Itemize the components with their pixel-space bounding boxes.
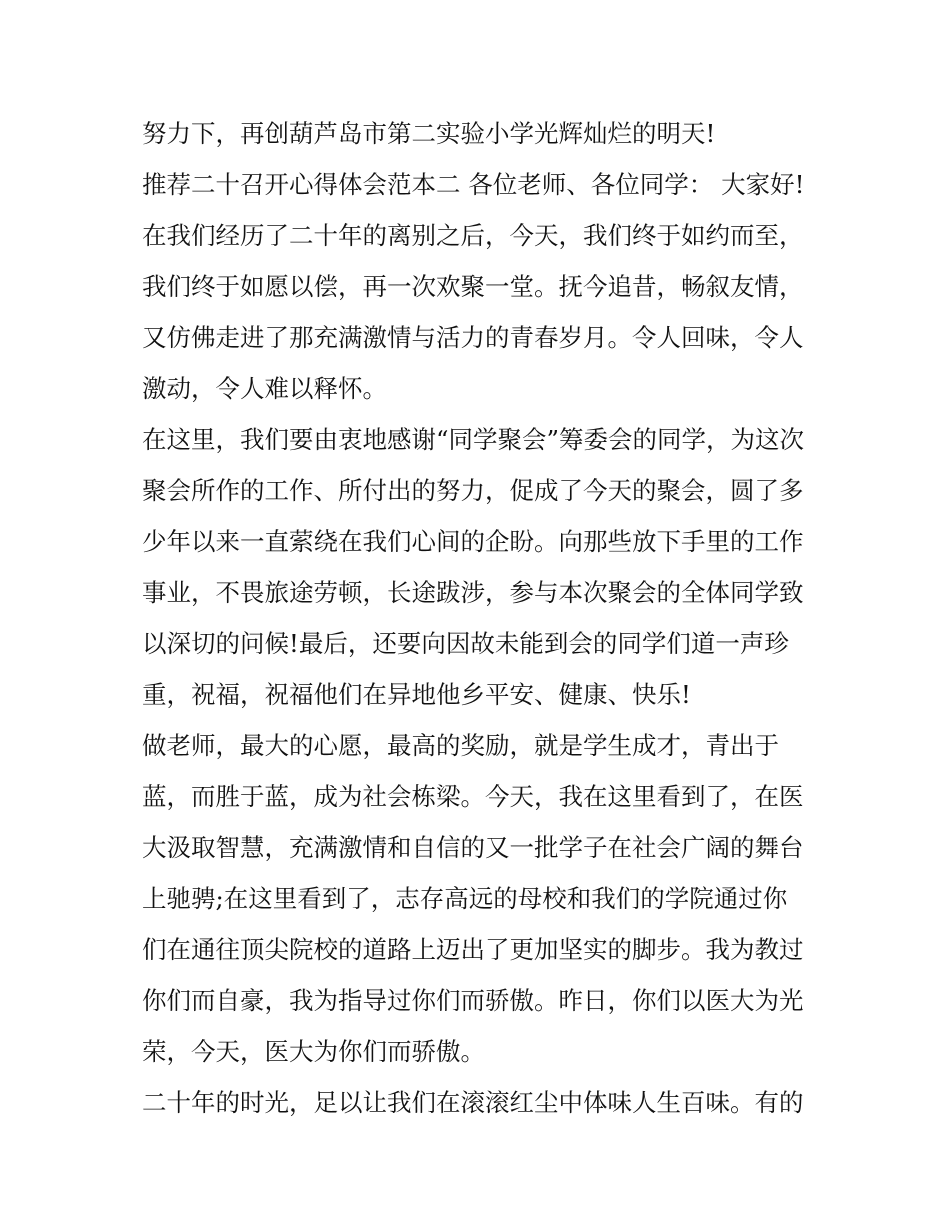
- text-line: 重，祝福，祝福他们在异地他乡平安、健康、快乐!: [142, 680, 691, 709]
- text-line: 又仿佛走进了那充满激情与活力的青春岁月。令人回味，令人: [142, 323, 804, 352]
- text-line: 荣，今天，医大为你们而骄傲。: [142, 1037, 485, 1066]
- text-line: 事业，不畏旅途劳顿，长途跋涉，参与本次聚会的全体同学致: [142, 578, 804, 607]
- text-line: 在我们经历了二十年的离别之后，今天，我们终于如约而至，: [142, 221, 804, 250]
- text-line: 在这里，我们要由衷地感谢“同学聚会”筹委会的同学，为这次: [142, 425, 805, 454]
- text-line: 少年以来一直萦绕在我们心间的企盼。向那些放下手里的工作: [142, 527, 804, 556]
- text-line: 大汲取智慧，充满激情和自信的又一批学子在社会广阔的舞台: [142, 833, 804, 862]
- document-body: [142, 108, 817, 1128]
- text-line: 上驰骋;在这里看到了，志存高远的母校和我们的学院通过你: [142, 884, 788, 913]
- text-line: 你们而自豪，我为指导过你们而骄傲。昨日，你们以医大为光: [142, 986, 804, 1015]
- text-line: 我们终于如愿以偿，再一次欢聚一堂。抚今追昔，畅叙友情，: [142, 272, 804, 301]
- text-line: 努力下，再创葫芦岛市第二实验小学光辉灿烂的明天!: [142, 119, 716, 148]
- text-line: 激动，令人难以释怀。: [142, 374, 387, 403]
- text-line: 做老师，最大的心愿，最高的奖励，就是学生成才，青出于: [142, 731, 779, 760]
- text-line: 二十年的时光，足以让我们在滚滚红尘中体味人生百味。有的: [142, 1088, 804, 1117]
- text-line: 推荐二十召开心得体会范本二 各位老师、各位同学： 大家好!: [142, 170, 805, 199]
- text-line: 以深切的问候!最后，还要向因故未能到会的同学们道一声珍: [142, 629, 789, 658]
- text-line: 蓝，而胜于蓝，成为社会栋梁。今天，我在这里看到了，在医: [142, 782, 804, 811]
- text-line: 们在通往顶尖院校的道路上迈出了更加坚实的脚步。我为教过: [142, 935, 804, 964]
- text-line: 聚会所作的工作、所付出的努力，促成了今天的聚会，圆了多: [142, 476, 804, 505]
